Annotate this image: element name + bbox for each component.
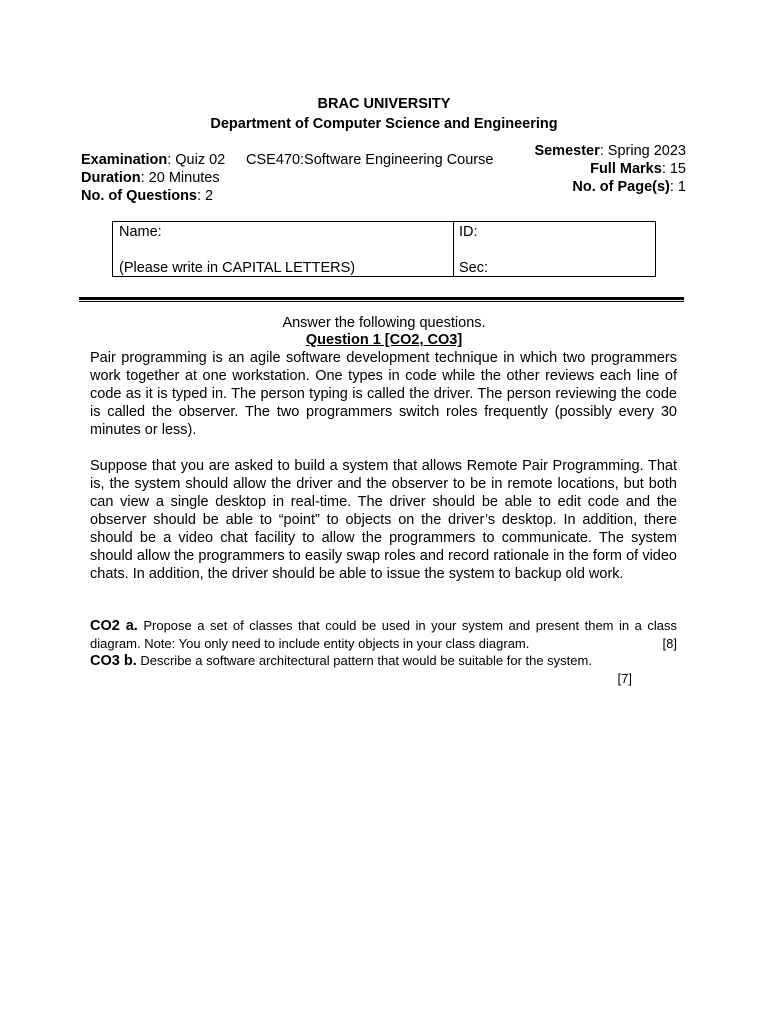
student-info-box	[112, 221, 656, 277]
instructions: Answer the following questions.	[282, 315, 486, 331]
part-a-text: Propose a set of classes that could be used in your system and present them in a class diagram. Note: You only need to include entity objects in your class diagram.	[90, 618, 677, 651]
info-box-divider	[453, 222, 454, 276]
question-paragraph-2: Suppose that you are asked to build a system that allows Remote Pair Programming. That is, the system should allow the driver and the observer to be in remote locations, but both can view a single desktop in real-time. The driver should be able to edit code and the observer should be able to “point” to objects on the driver’s desktop. In addition, there should be a video chat facility to allow the programmers to communicate. The system should allow the programmers to easily swap roles and record rationale in the form of video chats. In addition, the driver should be able to issue the system to backup old work.	[90, 458, 677, 582]
examination-line: Examination: Quiz 02	[81, 152, 226, 168]
full-marks-line: Full Marks: 15	[590, 161, 686, 177]
part-b-tag: CO3 b.	[90, 653, 137, 669]
question-title: Question 1 [CO2, CO3]	[305, 332, 463, 348]
university-name: BRAC UNIVERSITY	[317, 96, 451, 112]
name-field[interactable]: Name:	[119, 224, 162, 240]
id-field[interactable]: ID:	[459, 224, 478, 240]
course-name: CSE470:Software Engineering Course	[246, 152, 494, 168]
exam-meta-left	[81, 151, 225, 205]
part-b-marks: [7]	[617, 671, 632, 686]
header-divider-thin	[79, 301, 684, 302]
department-name: Department of Computer Science and Engineering	[210, 116, 558, 132]
name-hint: (Please write in CAPITAL LETTERS)	[119, 260, 356, 276]
pages-line: No. of Page(s): 1	[572, 179, 686, 195]
part-a-tag: CO2 a.	[90, 618, 138, 634]
question-part-b	[90, 652, 677, 688]
section-field[interactable]: Sec:	[459, 260, 489, 276]
questions-line: No. of Questions: 2	[81, 188, 214, 204]
part-a-marks: [8]	[662, 636, 677, 651]
semester-line: Semester: Spring 2023	[534, 143, 686, 159]
header-divider	[79, 297, 684, 300]
exam-meta-right	[534, 142, 686, 196]
question-paragraph-1: Pair programming is an agile software development technique in which two programmers work together at one workstation. One types in code while the other reviews each line of code as it is typed in. The person typing is called the driver. The person reviewing the code is called the observer. The two programmers switch roles frequently (possibly every 30 minutes or less).	[90, 350, 677, 438]
question-part-a	[90, 617, 677, 653]
duration-line: Duration: 20 Minutes	[81, 170, 220, 186]
part-b-text: Describe a software architectural pattern that would be suitable for the system.	[140, 653, 592, 668]
